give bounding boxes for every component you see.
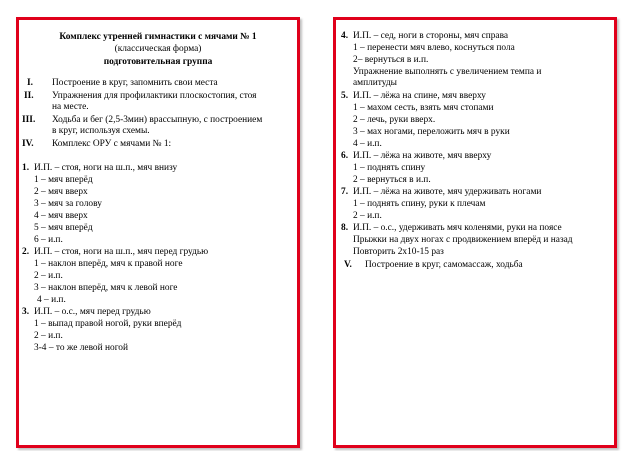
exercise-step: 2 – вернуться в и.п. [353,175,431,185]
exercise-head: И.П. – о.с., мяч перед грудью [34,307,151,317]
exercise-step: 5 – мяч вперёд [34,223,93,233]
right-card [333,17,617,448]
exercise-head: И.П. – о.с., удерживать мяч коленями, руки на поясе [353,223,562,233]
plan-text: Упражнения для профилактики плоскостопия, стоя [52,91,257,101]
exercise-step: Повторить 2х10-15 раз [353,247,444,257]
plan-num: II. [24,91,34,101]
exercise-head: И.П. – лёжа на животе, мяч вверху [353,151,492,161]
plan-text: Комплекс ОРУ с мячами № 1: [52,139,172,149]
complex-title: Комплекс утренней гимнастики с мячами № 1 [59,32,257,42]
final-num: V. [344,260,352,270]
exercise-step: 1 – мяч вперёд [34,175,93,185]
exercise-step: 2 – лечь, руки вверх. [353,115,436,125]
plan-num: I. [27,78,33,88]
exercise-num: 1. [22,163,30,173]
exercise-head: И.П. – стоя, ноги на ш.п., мяч внизу [34,163,178,173]
exercise-num: 3. [22,307,30,317]
exercise-step: 3-4 – то же левой ногой [34,343,129,353]
left-card [16,17,300,448]
exercise-step: 3 – мах ногами, переложить мяч в руки [353,127,510,137]
exercise-num: 8. [341,223,349,233]
exercise-step: 1 – поднять спину [353,163,426,173]
exercise-step: Упражнение выполнять с увеличением темпа и [353,67,542,77]
exercise-num: 2. [22,247,30,257]
exercise-step: 1 – перенести мяч влево, коснуться пола [353,43,515,53]
exercise-step: 4 – и.п. [37,295,66,305]
exercise-num: 6. [341,151,349,161]
plan-text: на месте. [52,102,89,112]
exercise-step: 6 – и.п. [34,235,63,245]
exercise-num: 7. [341,187,349,197]
final-text: Построение в круг, самомассаж, ходьба [365,260,523,270]
plan-num: IV. [22,139,34,149]
exercise-step: 3 – наклон вперёд, мяч к левой ноге [34,283,178,293]
exercise-step: 2 – мяч вверх [34,187,88,197]
exercise-step: Прыжки на двух ногах с продвижением вперёд и назад [353,235,573,245]
exercise-num: 5. [341,91,349,101]
exercise-head: И.П. – сед, ноги в стороны, мяч справа [353,31,509,41]
exercise-step: 1 – наклон вперёд, мяч к правой ноге [34,259,183,269]
exercise-step: 4 – и.п. [353,139,382,149]
exercise-step: 1 – выпад правой ногой, руки вперёд [34,319,182,329]
exercise-step: 2 – и.п. [34,271,63,281]
exercise-num: 4. [341,31,349,41]
exercise-head: И.П. – лёжа на спине, мяч вверху [353,91,486,101]
exercise-step: 1 – поднять спину, руки к плечам [353,199,486,209]
plan-text: в круг, используя схемы. [52,126,150,136]
plan-text: Ходьба и бег (2,5-3мин) врассыпную, с построением [52,115,263,125]
complex-subtitle: (классическая форма) [114,44,202,54]
exercise-step: 1 – махом сесть, взять мяч стопами [353,103,494,113]
exercise-step: 2 – и.п. [353,211,382,221]
exercise-step: 2 – и.п. [34,331,63,341]
exercise-step: 4 – мяч вверх [34,211,88,221]
exercise-head: И.П. – лёжа на животе, мяч удерживать ногами [353,187,542,197]
exercise-step: 3 – мяч за голову [34,199,102,209]
exercise-step: амплитуды [353,78,397,88]
exercise-step: 2– вернуться в и.п. [353,55,429,65]
plan-num: III. [22,115,36,125]
plan-text: Построение в круг, запомнить свои места [52,78,218,88]
exercise-head: И.П. – стоя, ноги на ш.п., мяч перед грудью [34,247,209,257]
group-label: подготовительная группа [103,57,213,67]
